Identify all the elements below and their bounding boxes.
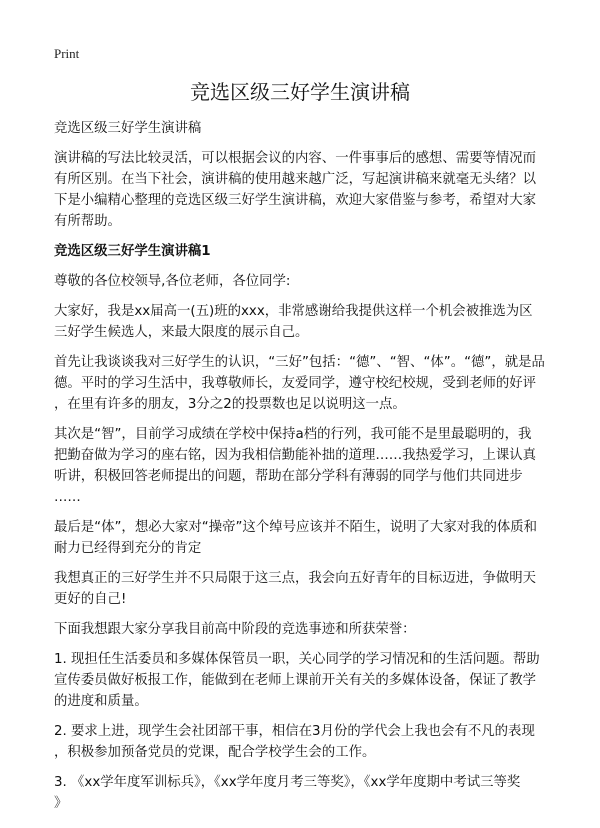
text-line: 下面我想跟大家分享我目前高中阶段的竞选事迹和所获荣誉： xyxy=(54,622,416,637)
document-body xyxy=(54,118,574,823)
text-line: 3. 《xx学年度军训标兵》，《xx学年度月考三等奖》，《xx学年度期中考试三等奖 xyxy=(54,775,521,790)
text-line: 德。平时的学习生活中，我尊敬师长，友爱同学，遵守校纪校规，受到老师的好评 xyxy=(54,376,537,391)
paragraph xyxy=(54,721,574,763)
section-heading xyxy=(54,241,574,262)
text-line: 首先让我谈谈我对三好学生的认识，“三好”包括：“德”、“智、“体”。“德”，就是品 xyxy=(54,355,545,370)
print-link[interactable]: Print xyxy=(54,46,80,61)
text-line: 我想真正的三好学生并不只局限于这三点，我会向五好青年的目标迈进，争做明天 xyxy=(54,571,537,586)
paragraph xyxy=(54,301,574,343)
text-line: 竞选区级三好学生演讲稿 xyxy=(54,121,202,136)
text-line: 演讲稿的写法比较灵活，可以根据会议的内容、一件事事后的感想、需要等情况而 xyxy=(54,151,537,166)
paragraph xyxy=(54,118,574,139)
text-line: …… xyxy=(54,490,81,505)
text-line: 有所帮助。 xyxy=(54,214,121,229)
text-line: 下是小编精心整理的竞选区级三好学生演讲稿，欢迎大家借鉴与参考，希望对大家 xyxy=(54,193,537,208)
text-line: 2. 要求上进，现学生会社团部干事，相信在3月份的学代会上我也会有不凡的表现 xyxy=(54,724,535,739)
paragraph xyxy=(54,772,574,814)
text-line: 竞选区级三好学生演讲稿1 xyxy=(54,244,211,259)
paragraph xyxy=(54,271,574,292)
text-line: 有所区别。在当下社会，演讲稿的使用越来越广泛，写起演讲稿来就毫无头绪？以 xyxy=(54,172,537,187)
paragraph xyxy=(54,568,574,610)
paragraph xyxy=(54,619,574,640)
page-title: 竞选区级三好学生演讲稿 xyxy=(190,80,410,104)
text-line: 更好的自己! xyxy=(54,592,127,607)
text-line: 其次是“智”，目前学习成绩在学校中保持a档的行列，我可能不是里最聪明的，我 xyxy=(54,427,532,442)
paragraph xyxy=(54,352,574,415)
text-line: ，积极参加预备党员的党课，配合学校学生会的工作。 xyxy=(54,745,376,760)
text-line: 尊敬的各位校领导,各位老师，各位同学: xyxy=(54,274,291,289)
text-line: 听讲，积极回答老师提出的问题，帮助在部分学科有薄弱的同学与他们共同进步 xyxy=(54,469,523,484)
text-line: 大家好，我是xx届高一(五)班的xxx，非常感谢给我提供这样一个机会被推选为区 xyxy=(54,304,533,319)
text-line: 》 xyxy=(54,796,68,811)
text-line: ，在里有许多的朋友，3分之2的投票数也足以说明这一点。 xyxy=(54,397,406,412)
paragraph xyxy=(54,148,574,232)
paragraph xyxy=(54,517,574,559)
paragraph xyxy=(54,424,574,508)
text-line: 的进度和质量。 xyxy=(54,694,148,709)
text-line: 耐力已经得到充分的肯定 xyxy=(54,541,202,556)
text-line: 最后是“体”，想必大家对“操帝”这个绰号应该并不陌生，说明了大家对我的体质和 xyxy=(54,520,538,535)
paragraph xyxy=(54,649,574,712)
text-line: 三好学生候选人，来最大限度的展示自己。 xyxy=(54,325,309,340)
text-line: 1. 现担任生活委员和多媒体保管员一职，关心同学的学习情况和的生活问题。帮助 xyxy=(54,652,540,667)
text-line: 宣传委员做好板报工作，能做到在老师上课前开关有关的多媒体设备，保证了教学 xyxy=(54,673,537,688)
text-line: 把勤奋做为学习的座右铭，因为我相信勤能补拙的道理……我热爱学习，上课认真 xyxy=(54,448,537,463)
